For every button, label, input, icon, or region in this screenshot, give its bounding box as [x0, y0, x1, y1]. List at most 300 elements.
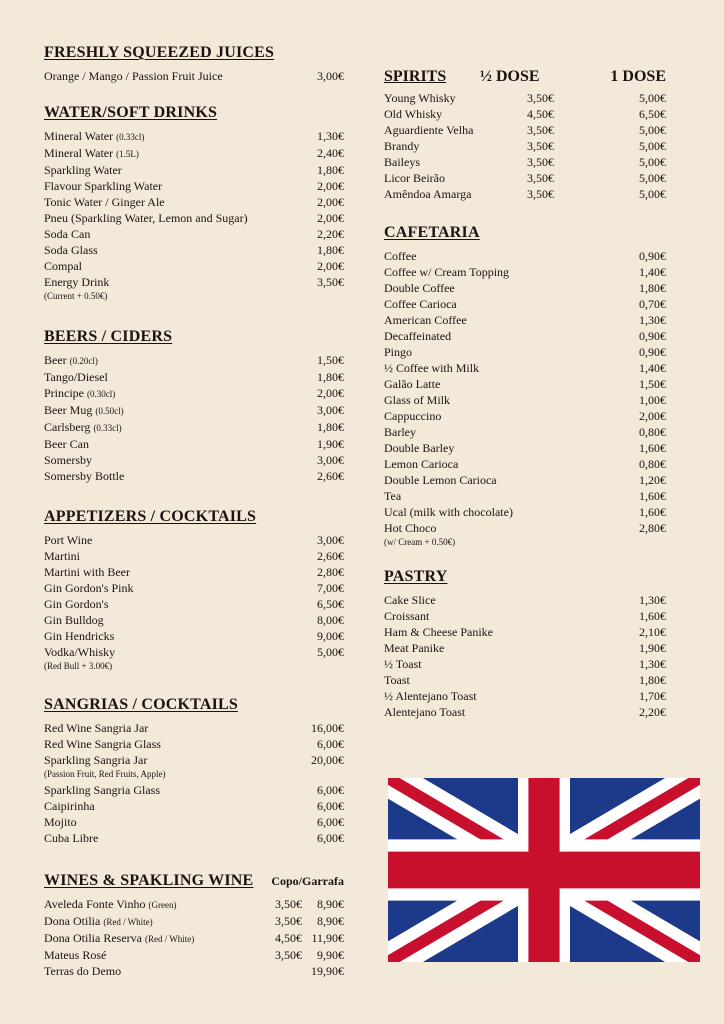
item-price: 2,10€ — [639, 625, 666, 639]
item-name: Amêndoa Amarga — [384, 187, 472, 201]
item-price: 20,00€ — [311, 753, 344, 767]
item-name — [384, 360, 639, 376]
item-name — [44, 736, 317, 752]
item-label: Coffee — [384, 249, 417, 263]
item-name — [44, 242, 317, 258]
item-name — [44, 452, 317, 468]
half-dose-price: 3,50€ — [527, 187, 554, 201]
item-label: Terras do Demo — [44, 964, 122, 978]
item-label: Soda Can — [44, 227, 91, 241]
item-name — [44, 564, 317, 580]
item-name — [44, 194, 317, 210]
menu-item — [384, 248, 666, 264]
item-size: (1.5L) — [116, 149, 139, 159]
item-price: 0,90€ — [639, 345, 666, 359]
menu-item — [384, 90, 666, 106]
item-price: 1,80€ — [317, 243, 344, 257]
menu-item — [384, 264, 666, 280]
menu-item — [384, 312, 666, 328]
item-price: 2,00€ — [317, 179, 344, 193]
full-dose-price: 5,00€ — [639, 187, 666, 201]
item-label: Hot Choco — [384, 521, 437, 535]
item-name — [44, 930, 270, 947]
wines-header — [44, 872, 344, 890]
item-price: 0,80€ — [639, 425, 666, 439]
item-name — [44, 178, 317, 194]
menu-item — [384, 592, 666, 608]
menu-item — [384, 688, 666, 704]
item-price: 0,80€ — [639, 457, 666, 471]
menu-item — [44, 782, 344, 798]
cafetaria-section — [384, 224, 666, 548]
item-name — [44, 798, 317, 814]
item-type: (Green) — [148, 900, 177, 910]
section-heading: WINES & SPAKLING WINE — [44, 872, 254, 889]
menu-item — [44, 226, 344, 242]
item-size: (0.30cl) — [87, 389, 116, 399]
pastry-section — [384, 568, 666, 720]
menu-item — [44, 419, 344, 436]
item-price: 2,60€ — [317, 549, 344, 563]
item-price: 1,80€ — [639, 673, 666, 687]
half-dose-price: 3,50€ — [527, 155, 554, 169]
item-label: Vodka/Whisky — [44, 645, 116, 659]
menu-item — [44, 68, 344, 84]
item-price: 0,70€ — [639, 297, 666, 311]
item-name — [44, 369, 317, 385]
item-price: 2,00€ — [639, 409, 666, 423]
menu-item — [384, 122, 666, 138]
menu-item — [44, 532, 344, 548]
item-name — [44, 628, 317, 644]
item-name — [384, 408, 639, 424]
item-name — [44, 258, 317, 274]
item-label: Compal — [44, 259, 82, 273]
item-label: Energy Drink — [44, 275, 110, 289]
item-name — [384, 456, 639, 472]
item-label: Port Wine — [44, 533, 93, 547]
spirits-header — [384, 68, 666, 86]
item-label: Ucal (milk with chocolate) — [384, 505, 513, 519]
menu-item — [44, 436, 344, 452]
item-price: 1,90€ — [639, 641, 666, 655]
item-name — [44, 226, 317, 242]
section-heading: FRESHLY SQUEEZED JUICES — [44, 44, 275, 61]
item-price: 2,00€ — [317, 211, 344, 225]
item-price: 1,80€ — [317, 370, 344, 384]
glass-price — [270, 963, 302, 979]
item-name — [384, 312, 639, 328]
sangrias-section — [44, 696, 344, 846]
item-name: Orange / Mango / Passion Fruit Juice — [44, 69, 223, 83]
menu-item — [44, 596, 344, 612]
item-price: 2,40€ — [317, 146, 344, 160]
item-label: Mojito — [44, 815, 77, 829]
item-name — [44, 145, 317, 162]
item-label: Principe — [44, 386, 84, 400]
item-name: Licor Beirão — [384, 171, 445, 185]
menu-item — [384, 344, 666, 360]
menu-item — [44, 752, 344, 768]
item-label: Tonic Water / Ginger Ale — [44, 195, 165, 209]
menu-item — [384, 106, 666, 122]
item-name — [384, 440, 639, 456]
item-label: Gin Bulldog — [44, 613, 104, 627]
item-name — [384, 656, 639, 672]
menu-item — [384, 280, 666, 296]
item-price: 1,30€ — [639, 657, 666, 671]
item-name — [384, 624, 639, 640]
item-label: Cuba Libre — [44, 831, 99, 845]
item-label: Aveleda Fonte Vinho — [44, 897, 146, 911]
item-price: 6,00€ — [317, 799, 344, 813]
section-note: (Passion Fruit, Red Fruits, Apple) — [44, 769, 166, 779]
section-heading: SANGRIAS / COCKTAILS — [44, 696, 238, 713]
item-label: Gin Gordon's Pink — [44, 581, 134, 595]
item-price: 1,60€ — [639, 505, 666, 519]
bottle-price: 8,90€ — [317, 914, 344, 928]
item-label: Carlsberg — [44, 420, 91, 434]
item-name — [44, 274, 317, 290]
menu-item — [384, 488, 666, 504]
item-label: Toast — [384, 673, 410, 687]
item-name — [384, 264, 639, 280]
item-price: 6,00€ — [317, 831, 344, 845]
menu-item — [384, 520, 666, 536]
item-name — [384, 488, 639, 504]
item-label: Decaffeinated — [384, 329, 452, 343]
menu-item — [44, 930, 344, 947]
item-price: 16,00€ — [311, 721, 344, 735]
wines-subheading: Copo/Garrafa — [271, 874, 344, 888]
item-name — [384, 608, 639, 624]
menu-item — [384, 328, 666, 344]
bottle-price: 8,90€ — [317, 897, 344, 911]
item-label: Red Wine Sangria Glass — [44, 737, 161, 751]
item-label: Somersby Bottle — [44, 469, 125, 483]
item-label: Beer Can — [44, 437, 89, 451]
item-price: 1,80€ — [639, 281, 666, 295]
right-column — [384, 68, 666, 740]
item-name — [384, 592, 639, 608]
item-price: 1,50€ — [639, 377, 666, 391]
item-label: Martini — [44, 549, 80, 563]
menu-item — [44, 814, 344, 830]
menu-item — [44, 947, 344, 963]
section-heading: WATER/SOFT DRINKS — [44, 104, 218, 121]
item-label: Lemon Carioca — [384, 457, 459, 471]
item-label: Gin Gordon's — [44, 597, 109, 611]
menu-item — [384, 656, 666, 672]
item-name — [44, 162, 317, 178]
item-price: 1,20€ — [639, 473, 666, 487]
item-size: (0.33cl) — [93, 423, 122, 433]
menu-item — [44, 258, 344, 274]
item-label: Gin Hendricks — [44, 629, 115, 643]
full-dose-heading: 1 DOSE — [610, 68, 666, 85]
menu-item — [44, 128, 344, 145]
item-name — [44, 830, 317, 846]
item-price: 1,40€ — [639, 361, 666, 375]
item-price: 1,60€ — [639, 441, 666, 455]
menu-item — [384, 472, 666, 488]
full-dose-price: 5,00€ — [639, 91, 666, 105]
item-name — [384, 280, 639, 296]
item-price: 1,80€ — [317, 163, 344, 177]
item-price: 3,50€ — [317, 275, 344, 289]
item-label: ½ Coffee with Milk — [384, 361, 480, 375]
item-label: Soda Glass — [44, 243, 98, 257]
item-price: 3,00€ — [317, 403, 344, 417]
item-label: Mineral Water — [44, 129, 114, 143]
menu-item — [384, 704, 666, 720]
item-name — [384, 640, 639, 656]
item-label: Glass of Milk — [384, 393, 450, 407]
menu-item — [44, 369, 344, 385]
item-price: 2,00€ — [317, 386, 344, 400]
item-name — [44, 913, 270, 930]
menu-item — [44, 798, 344, 814]
item-price: 6,00€ — [317, 815, 344, 829]
item-name — [44, 963, 270, 979]
menu-item — [384, 608, 666, 624]
half-dose-price: 4,50€ — [527, 107, 554, 121]
glass-price: 3,50€ — [275, 948, 302, 962]
menu-item — [44, 644, 344, 660]
item-label: Coffee w/ Cream Topping — [384, 265, 510, 279]
half-dose-price: 3,50€ — [527, 171, 554, 185]
full-dose-price: 5,00€ — [639, 171, 666, 185]
item-name — [384, 424, 639, 440]
section-heading: CAFETARIA — [384, 224, 480, 241]
item-label: ½ Alentejano Toast — [384, 689, 477, 703]
item-price: 5,00€ — [317, 645, 344, 659]
half-dose-price: 3,50€ — [527, 91, 554, 105]
appetizers-section — [44, 508, 344, 672]
item-label: Martini with Beer — [44, 565, 130, 579]
item-label: Tango/Diesel — [44, 370, 108, 384]
glass-price: 3,50€ — [275, 914, 302, 928]
menu-item — [44, 242, 344, 258]
item-label: Beer Mug — [44, 403, 93, 417]
wines-section — [44, 872, 344, 979]
item-label: Flavour Sparkling Water — [44, 179, 163, 193]
item-label: Cake Slice — [384, 593, 436, 607]
item-name — [44, 436, 317, 452]
item-label: Galão Latte — [384, 377, 441, 391]
item-price: 2,60€ — [317, 469, 344, 483]
item-label: Pneu (Sparkling Water, Lemon and Sugar) — [44, 211, 248, 225]
menu-item — [44, 913, 344, 930]
menu-item — [384, 624, 666, 640]
item-name: Old Whisky — [384, 107, 443, 121]
item-price: 2,80€ — [317, 565, 344, 579]
item-name — [44, 580, 317, 596]
item-name — [44, 644, 317, 660]
item-label: Somersby — [44, 453, 92, 467]
item-price: 1,60€ — [639, 609, 666, 623]
menu-item — [44, 628, 344, 644]
item-name — [44, 352, 317, 369]
item-name — [44, 720, 311, 736]
item-label: Double Barley — [384, 441, 455, 455]
menu-item — [384, 504, 666, 520]
item-type: (Red / White) — [144, 934, 195, 944]
menu-item — [384, 408, 666, 424]
menu-item — [44, 352, 344, 369]
item-name — [44, 596, 317, 612]
item-price: 2,80€ — [639, 521, 666, 535]
item-name — [384, 328, 639, 344]
item-label: Double Coffee — [384, 281, 455, 295]
item-price: 1,30€ — [317, 129, 344, 143]
item-price: 7,00€ — [317, 581, 344, 595]
item-label: American Coffee — [384, 313, 467, 327]
item-label: Caipirinha — [44, 799, 95, 813]
menu-item — [384, 186, 666, 202]
item-name — [44, 210, 317, 226]
section-heading: SPIRITS — [384, 68, 447, 85]
menu-item — [44, 612, 344, 628]
item-price: 1,40€ — [639, 265, 666, 279]
item-name — [384, 392, 639, 408]
menu-item — [44, 402, 344, 419]
item-price: 0,90€ — [639, 329, 666, 343]
item-name — [44, 947, 270, 963]
menu-item — [44, 385, 344, 402]
section-note: (Red Bull + 3.00€) — [44, 661, 113, 671]
item-name — [384, 376, 639, 392]
item-label: Coffee Carioca — [384, 297, 457, 311]
item-name: Aguardiente Velha — [384, 123, 474, 137]
item-price: 1,80€ — [317, 420, 344, 434]
item-name — [384, 344, 639, 360]
full-dose-price: 5,00€ — [639, 139, 666, 153]
menu-item — [384, 424, 666, 440]
glass-price: 3,50€ — [275, 897, 302, 911]
menu-item — [384, 296, 666, 312]
item-label: Red Wine Sangria Jar — [44, 721, 149, 735]
item-price: 0,90€ — [639, 249, 666, 263]
item-name: Young Whisky — [384, 91, 456, 105]
item-size: (0.33cl) — [116, 132, 145, 142]
item-price: 6,00€ — [317, 783, 344, 797]
item-name — [384, 472, 639, 488]
item-name — [384, 704, 639, 720]
menu-item — [384, 376, 666, 392]
item-name — [384, 672, 639, 688]
glass-price: 4,50€ — [275, 931, 302, 945]
item-price: 1,00€ — [639, 393, 666, 407]
menu-item — [384, 170, 666, 186]
item-name — [44, 814, 317, 830]
item-price: 3,00€ — [317, 533, 344, 547]
spirits-section — [384, 68, 666, 202]
item-label: Sparkling Sangria Glass — [44, 783, 160, 797]
item-label: Pingo — [384, 345, 413, 359]
item-label: Sparkling Water — [44, 163, 122, 177]
item-size: (0.20cl) — [69, 356, 98, 366]
item-name — [384, 688, 639, 704]
item-name — [44, 468, 317, 484]
section-heading: APPETIZERS / COCKTAILS — [44, 508, 257, 525]
item-price: 1,70€ — [639, 689, 666, 703]
item-price: 1,90€ — [317, 437, 344, 451]
item-label: Alentejano Toast — [384, 705, 466, 719]
item-price: 2,00€ — [317, 195, 344, 209]
menu-item — [44, 178, 344, 194]
union-jack-flag-icon — [388, 778, 700, 962]
beers-section — [44, 328, 344, 484]
item-name — [44, 612, 317, 628]
item-label: Double Lemon Carioca — [384, 473, 497, 487]
menu-item — [44, 720, 344, 736]
item-price: 1,30€ — [639, 313, 666, 327]
menu-item — [44, 145, 344, 162]
item-label: Tea — [384, 489, 402, 503]
menu-item — [44, 963, 344, 979]
item-price: 8,00€ — [317, 613, 344, 627]
item-label: Mateus Rosé — [44, 948, 107, 962]
item-type: (Red / White) — [103, 917, 153, 927]
section-heading: PASTRY — [384, 568, 448, 585]
bottle-price: 9,90€ — [317, 948, 344, 962]
item-name — [44, 385, 317, 402]
item-name — [384, 248, 639, 264]
menu-item — [44, 580, 344, 596]
item-name — [384, 520, 639, 536]
menu-item — [44, 896, 344, 913]
half-dose-price: 3,50€ — [527, 139, 554, 153]
item-name — [44, 128, 317, 145]
item-name — [44, 896, 270, 913]
menu-item — [384, 456, 666, 472]
item-name: Brandy — [384, 139, 420, 153]
item-name — [44, 548, 317, 564]
item-size: (0.50cl) — [95, 406, 124, 416]
menu-item — [384, 672, 666, 688]
menu-item — [44, 468, 344, 484]
item-label: Barley — [384, 425, 416, 439]
menu-item — [44, 736, 344, 752]
item-name — [44, 419, 317, 436]
menu-item — [384, 640, 666, 656]
bottle-price: 11,90€ — [311, 931, 344, 945]
item-label: Dona Otilia — [44, 914, 101, 928]
menu-item — [44, 830, 344, 846]
item-price: 3,00€ — [317, 69, 344, 83]
item-label: Cappuccino — [384, 409, 442, 423]
juices-section — [44, 44, 344, 84]
item-price: 9,00€ — [317, 629, 344, 643]
item-label: Mineral Water — [44, 146, 114, 160]
item-label: Ham & Cheese Panike — [384, 625, 493, 639]
menu-item — [384, 360, 666, 376]
item-name — [44, 752, 311, 768]
menu-item — [44, 210, 344, 226]
item-name — [44, 782, 317, 798]
full-dose-price: 6,50€ — [639, 107, 666, 121]
item-name — [44, 402, 317, 419]
item-price: 1,50€ — [317, 353, 344, 367]
menu-item — [384, 440, 666, 456]
item-label: Sparkling Sangria Jar — [44, 753, 148, 767]
left-column — [44, 44, 344, 999]
menu-item — [384, 392, 666, 408]
item-name — [384, 504, 639, 520]
item-price: 1,30€ — [639, 593, 666, 607]
item-name — [384, 296, 639, 312]
